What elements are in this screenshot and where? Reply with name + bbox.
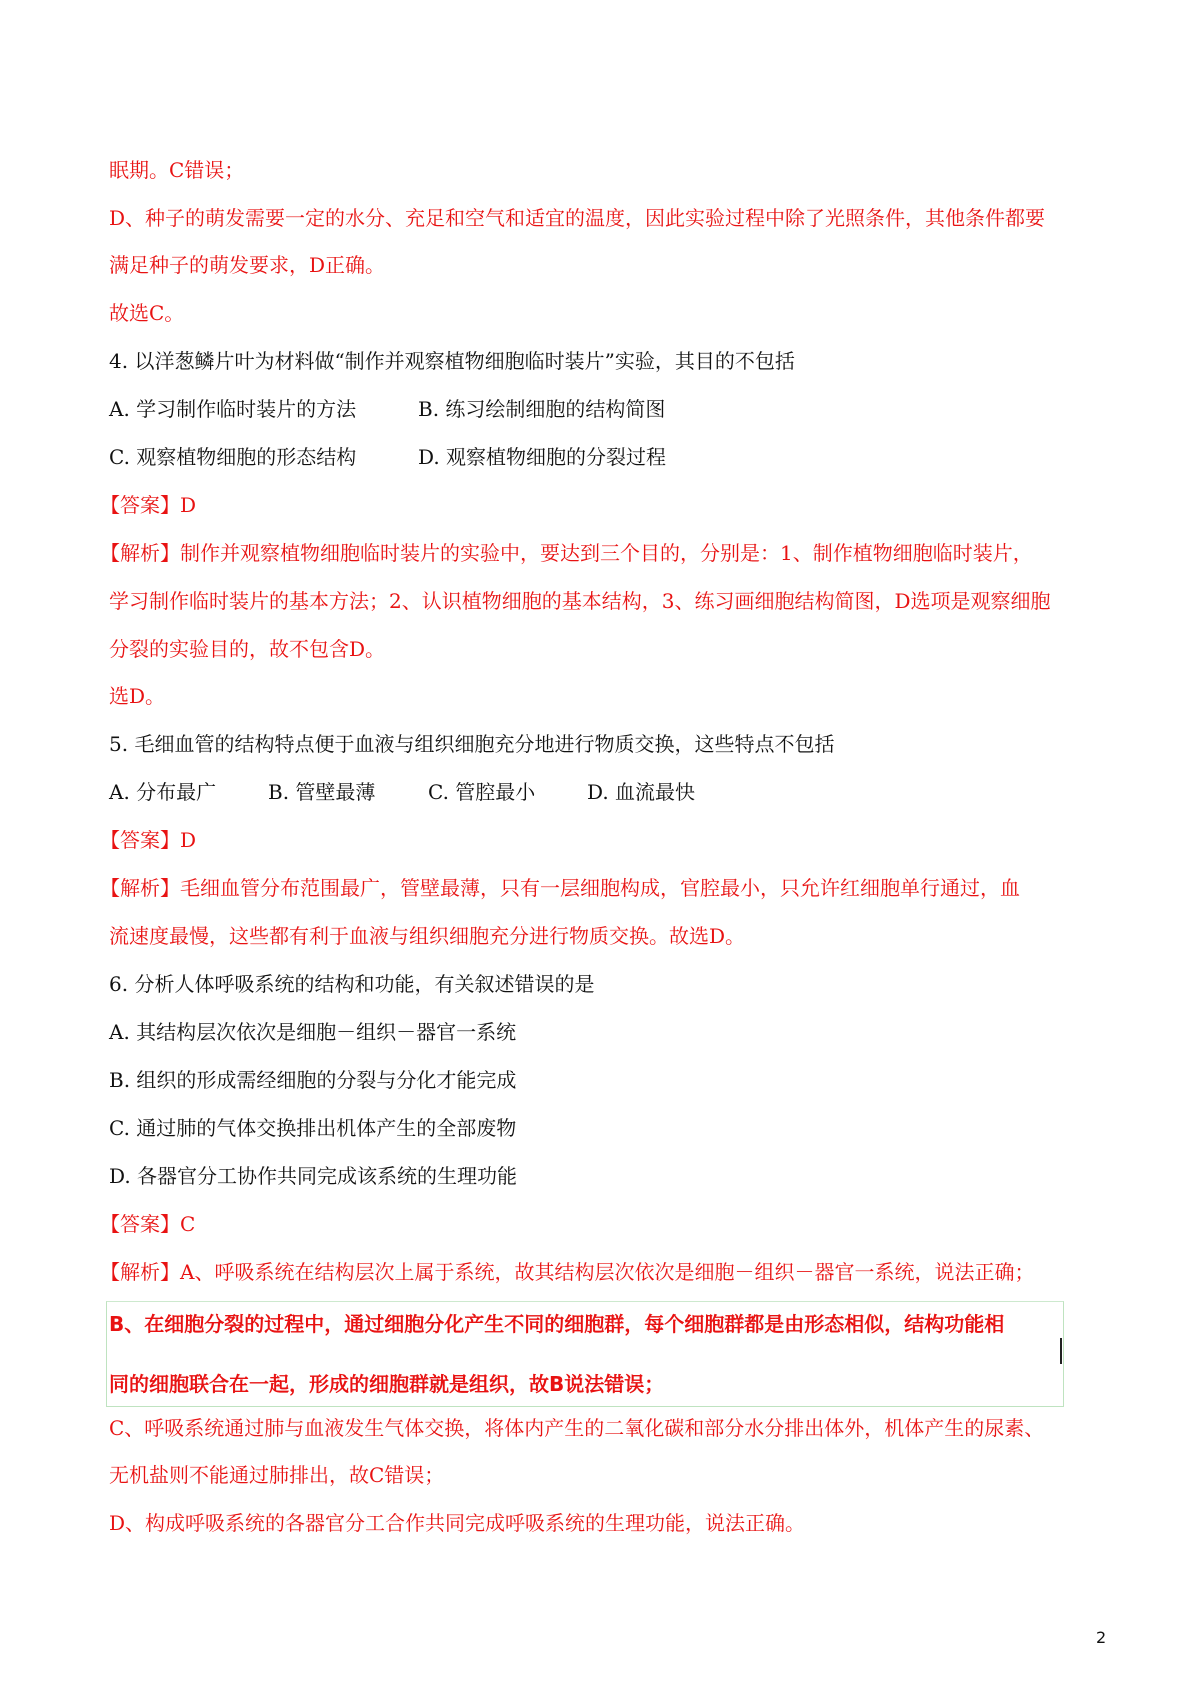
q6-option-b: B. 组织的形成需经细胞的分裂与分化才能完成 <box>109 1068 517 1092</box>
q4-option-a: A. 学习制作临时装片的方法 <box>109 397 357 421</box>
text-cursor <box>1060 1338 1062 1364</box>
text-line: 满足种子的萌发要求，D正确。 <box>109 253 386 277</box>
text-line: D、种子的萌发需要一定的水分、充足和空气和适宜的温度，因此实验过程中除了光照条件，其他条件都要 <box>109 206 1046 230</box>
pasted-text-box <box>106 1301 1064 1407</box>
q5-option-a: A. 分布最广 <box>109 780 217 804</box>
q5-option-d: D. 血流最快 <box>587 780 696 804</box>
explanation-6: 无机盐则不能通过肺排出，故C错误； <box>109 1463 445 1487</box>
explanation-4: 学习制作临时装片的基本方法；2、认识植物细胞的基本结构，3、练习画细胞结构简图，D选项是观察细胞 <box>109 589 1051 613</box>
explanation-4: 选D。 <box>109 684 166 708</box>
q4-option-b: B. 练习绘制细胞的结构简图 <box>418 397 666 421</box>
q6-option-d: D. 各器官分工协作共同完成该系统的生理功能 <box>109 1164 518 1188</box>
text-line: 故选C。 <box>109 301 185 325</box>
explanation-5: 流速度最慢，这些都有利于血液与组织细胞充分进行物质交换。故选D。 <box>109 924 746 948</box>
explanation-6: 【解析】A、呼吸系统在结构层次上属于系统，故其结构层次依次是细胞－组织－器官一系统，说法正确； <box>100 1260 1035 1284</box>
question-6: 6. 分析人体呼吸系统的结构和功能，有关叙述错误的是 <box>109 972 595 996</box>
text-line: 眠期。C错误； <box>109 158 245 182</box>
q6-option-c: C. 通过肺的气体交换排出机体产生的全部废物 <box>109 1116 517 1140</box>
page-number: 2 <box>1096 1628 1107 1647</box>
q4-option-c: C. 观察植物细胞的形态结构 <box>109 445 357 469</box>
text-line: 同的细胞联合在一起，形成的细胞群就是组织，故B说法错误； <box>109 1372 665 1396</box>
q5-option-c: C. 管腔最小 <box>428 780 536 804</box>
explanation-6: C、呼吸系统通过肺与血液发生气体交换，将体内产生的二氧化碳和部分水分排出体外，机体产生的尿素、 <box>109 1416 1045 1440</box>
question-5: 5. 毛细血管的结构特点便于血液与组织细胞充分地进行物质交换，这些特点不包括 <box>109 732 835 756</box>
explanation-6: D、构成呼吸系统的各器官分工合作共同完成呼吸系统的生理功能，说法正确。 <box>109 1511 806 1535</box>
q4-option-d: D. 观察植物细胞的分裂过程 <box>418 445 667 469</box>
explanation-4: 【解析】制作并观察植物细胞临时装片的实验中，要达到三个目的，分别是：1、制作植物细胞临时装片， <box>100 541 1033 565</box>
q6-option-a: A. 其结构层次依次是细胞－组织－器官一系统 <box>109 1020 517 1044</box>
text-line: B、在细胞分裂的过程中，通过细胞分化产生不同的细胞群，每个细胞群都是由形态相似，结构功能相 <box>109 1312 1005 1336</box>
q5-option-b: B. 管壁最薄 <box>268 780 376 804</box>
answer-6: 【答案】C <box>100 1212 196 1236</box>
explanation-4: 分裂的实验目的，故不包含D。 <box>109 637 386 661</box>
explanation-5: 【解析】毛细血管分布范围最广，管壁最薄，只有一层细胞构成，官腔最小，只允许红细胞单行通过，血 <box>100 876 1020 900</box>
question-4: 4. 以洋葱鳞片叶为材料做“制作并观察植物细胞临时装片”实验，其目的不包括 <box>109 349 795 373</box>
answer-4: 【答案】D <box>100 493 197 517</box>
answer-5: 【答案】D <box>100 828 197 852</box>
